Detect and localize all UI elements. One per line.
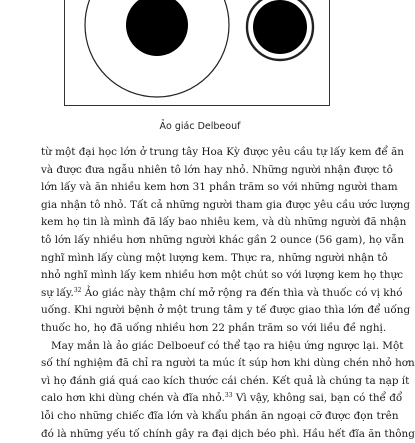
text-line: nhỏ nghĩ mình lấy kem nhiều hơn một chút so với lượng kem họ thực bbox=[41, 267, 359, 285]
text-line: May mắn là ảo giác Delboeuf có thể tạo ra hiệu ứng ngược lại. Một bbox=[41, 338, 359, 356]
right-black-dot bbox=[253, 0, 307, 54]
text-line: gia nhận tô nhỏ. Tất cả những người tham gia được yêu cầu ước lượng bbox=[41, 197, 359, 215]
text-line: uống. Khi người bệnh ở một trung tâm y tế được giao thìa lớn để uống bbox=[41, 302, 359, 320]
left-black-dot bbox=[126, 0, 188, 56]
text-line: đó là những yếu tố chính gây ra đại dịch béo phì. Hầu hết đĩa ăn thông bbox=[41, 426, 359, 443]
text-line: số thí nghiệm đã chỉ ra người ta múc ít súp hơn khi dùng chén nhỏ hơn bbox=[41, 355, 359, 373]
body-text bbox=[41, 144, 359, 443]
text-line: từ một đại học lớn ở trung tây Hoa Kỳ được yêu cầu tự lấy kem để ăn bbox=[41, 144, 359, 162]
text-line: calo hơn khi dùng chén và đĩa nhỏ.$^{33}$ Vì vậy, không sai, bạn có thể đổ bbox=[41, 390, 359, 408]
footnote-ref: 33 bbox=[225, 392, 233, 399]
text-line: nghĩ mình lấy cùng một lượng kem. Thực ra, những người nhận tô bbox=[41, 250, 359, 268]
figure-frame bbox=[64, 0, 330, 106]
text-line: kem họ tin là mình đã lấy bao nhiêu kem, và dù những người đã nhận bbox=[41, 214, 359, 232]
footnote-ref: 32 bbox=[74, 287, 82, 294]
text-line: tô lớn lấy nhiều hơn những người khác gần 2 ounce (56 gam), họ vẫn bbox=[41, 232, 359, 250]
text-line: lỗi cho những chiếc đĩa lớn và khẩu phần ăn ngoại cỡ được đọn trên bbox=[41, 408, 359, 426]
text-line: vì họ đánh giá quá cao kích thước cái chén. Kết quả là chúng ta nạp ít bbox=[41, 373, 359, 391]
text-line: lớn lấy và ăn nhiều kem hơn 31 phần trăm so với những người tham bbox=[41, 179, 359, 197]
text-line: thuốc ho, họ đã uống nhiều hơn 22 phần trăm so với liều đề nghị. bbox=[41, 320, 359, 338]
text-line: sự lấy.$^{32}$ Ảo giác này thậm chí mở rộng ra đến thìa và thuốc có vị khó bbox=[41, 285, 359, 303]
text-line: và được đưa ngẫu nhiên tô lớn hay nhỏ. Những người nhận được tô bbox=[41, 162, 359, 180]
figure-caption: Ảo giác Delbeouf bbox=[0, 121, 400, 132]
delboeuf-illusion-figure bbox=[65, 0, 331, 107]
